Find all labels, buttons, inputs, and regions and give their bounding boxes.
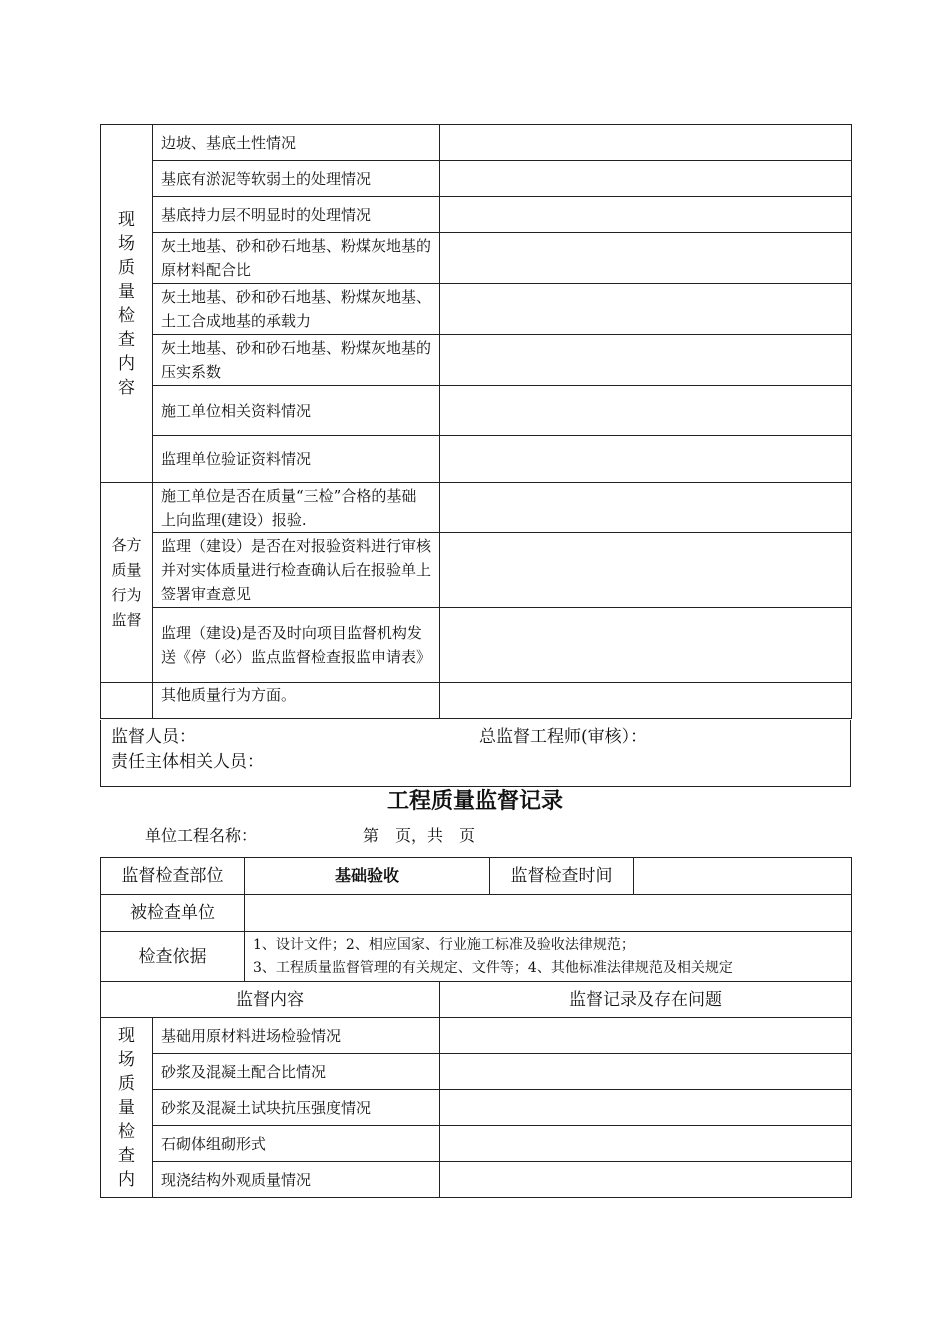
check-item: 砂浆及混凝土配合比情况 — [153, 1054, 440, 1090]
unit-name-label: 单位工程名称： — [145, 826, 258, 845]
part-label: 监督检查部位 — [101, 858, 245, 895]
side-label-field-check: 现场质量检查内容 — [101, 125, 153, 483]
check-item: 灰土地基、砂和砂石地基、粉煤灰地基的压实系数 — [153, 335, 440, 386]
basis-label: 检查依据 — [101, 932, 245, 982]
record-cell[interactable] — [440, 1018, 852, 1054]
record-cell[interactable] — [440, 335, 852, 386]
record-cell[interactable] — [440, 386, 852, 436]
record-cell[interactable] — [440, 125, 852, 161]
record-cell[interactable] — [440, 1162, 852, 1198]
record-cell[interactable] — [440, 683, 852, 719]
inspected-unit-label: 被检查单位 — [101, 895, 245, 932]
part-value[interactable]: 基础验收 — [245, 858, 490, 895]
record-cell[interactable] — [440, 608, 852, 683]
check-item: 砂浆及混凝土试块抗压强度情况 — [153, 1090, 440, 1126]
basis-line-1: 1、设计文件；2、相应国家、行业施工标准及验收法律规范； — [253, 936, 635, 953]
check-item: 边坡、基底土性情况 — [153, 125, 440, 161]
check-item: 基底持力层不明显时的处理情况 — [153, 197, 440, 233]
empty-side-cell — [101, 683, 153, 719]
record-cell[interactable] — [440, 1054, 852, 1090]
record-table — [100, 857, 852, 1198]
record-cell[interactable] — [440, 1126, 852, 1162]
signature-box — [100, 720, 851, 787]
record-cell[interactable] — [440, 483, 852, 533]
side-label-field-check-2: 现场质量检查内 — [101, 1018, 153, 1198]
inspected-unit-value[interactable] — [245, 895, 852, 932]
record-title: 工程质量监督记录 — [386, 789, 563, 814]
inspection-table-top — [100, 124, 852, 719]
record-cell[interactable] — [440, 161, 852, 197]
record-cell[interactable] — [440, 284, 852, 335]
record-header: 监督记录及存在问题 — [440, 982, 852, 1018]
chief-engineer-label: 总监督工程师(审核）： — [479, 727, 648, 747]
record-cell[interactable] — [440, 233, 852, 284]
record-cell[interactable] — [440, 197, 852, 233]
responsible-person-label: 责任主体相关人员： — [111, 752, 264, 772]
basis-value — [245, 932, 852, 982]
check-item: 灰土地基、砂和砂石地基、粉煤灰地基的原材料配合比 — [153, 233, 440, 284]
basis-line-2: 3、工程质量监督管理的有关规定、文件等；4、其他标准法律规范及相关规定 — [253, 959, 733, 976]
record-cell[interactable] — [440, 1090, 852, 1126]
supervisor-label: 监督人员： — [111, 727, 196, 747]
check-item: 灰土地基、砂和砂石地基、粉煤灰地基、土工合成地基的承载力 — [153, 284, 440, 335]
record-cell[interactable] — [440, 436, 852, 483]
behavior-item: 施工单位是否在质量“三检”合格的基础上向监理(建设）报验. — [153, 483, 440, 533]
time-label: 监督检查时间 — [490, 858, 634, 895]
behavior-item: 其他质量行为方面。 — [153, 683, 440, 719]
check-item: 现浇结构外观质量情况 — [153, 1162, 440, 1198]
check-item: 监理单位验证资料情况 — [153, 436, 440, 483]
check-item: 基础用原材料进场检验情况 — [153, 1018, 440, 1054]
check-item: 施工单位相关资料情况 — [153, 386, 440, 436]
side-label-behavior: 各方质量行为监督 — [101, 483, 153, 683]
time-value[interactable] — [634, 858, 852, 895]
behavior-item: 监理（建设)是否及时向项目监督机构发送《停（必）监点监督检查报监申请表》 — [153, 608, 440, 683]
page-number-label: 第 页，共 页 — [363, 826, 476, 845]
record-cell[interactable] — [440, 533, 852, 608]
content-header: 监督内容 — [101, 982, 440, 1018]
check-item: 基底有淤泥等软弱土的处理情况 — [153, 161, 440, 197]
check-item: 石砌体组砌形式 — [153, 1126, 440, 1162]
behavior-item: 监理（建设）是否在对报验资料进行审核并对实体质量进行检查确认后在报验单上签署审查意见 — [153, 533, 440, 608]
